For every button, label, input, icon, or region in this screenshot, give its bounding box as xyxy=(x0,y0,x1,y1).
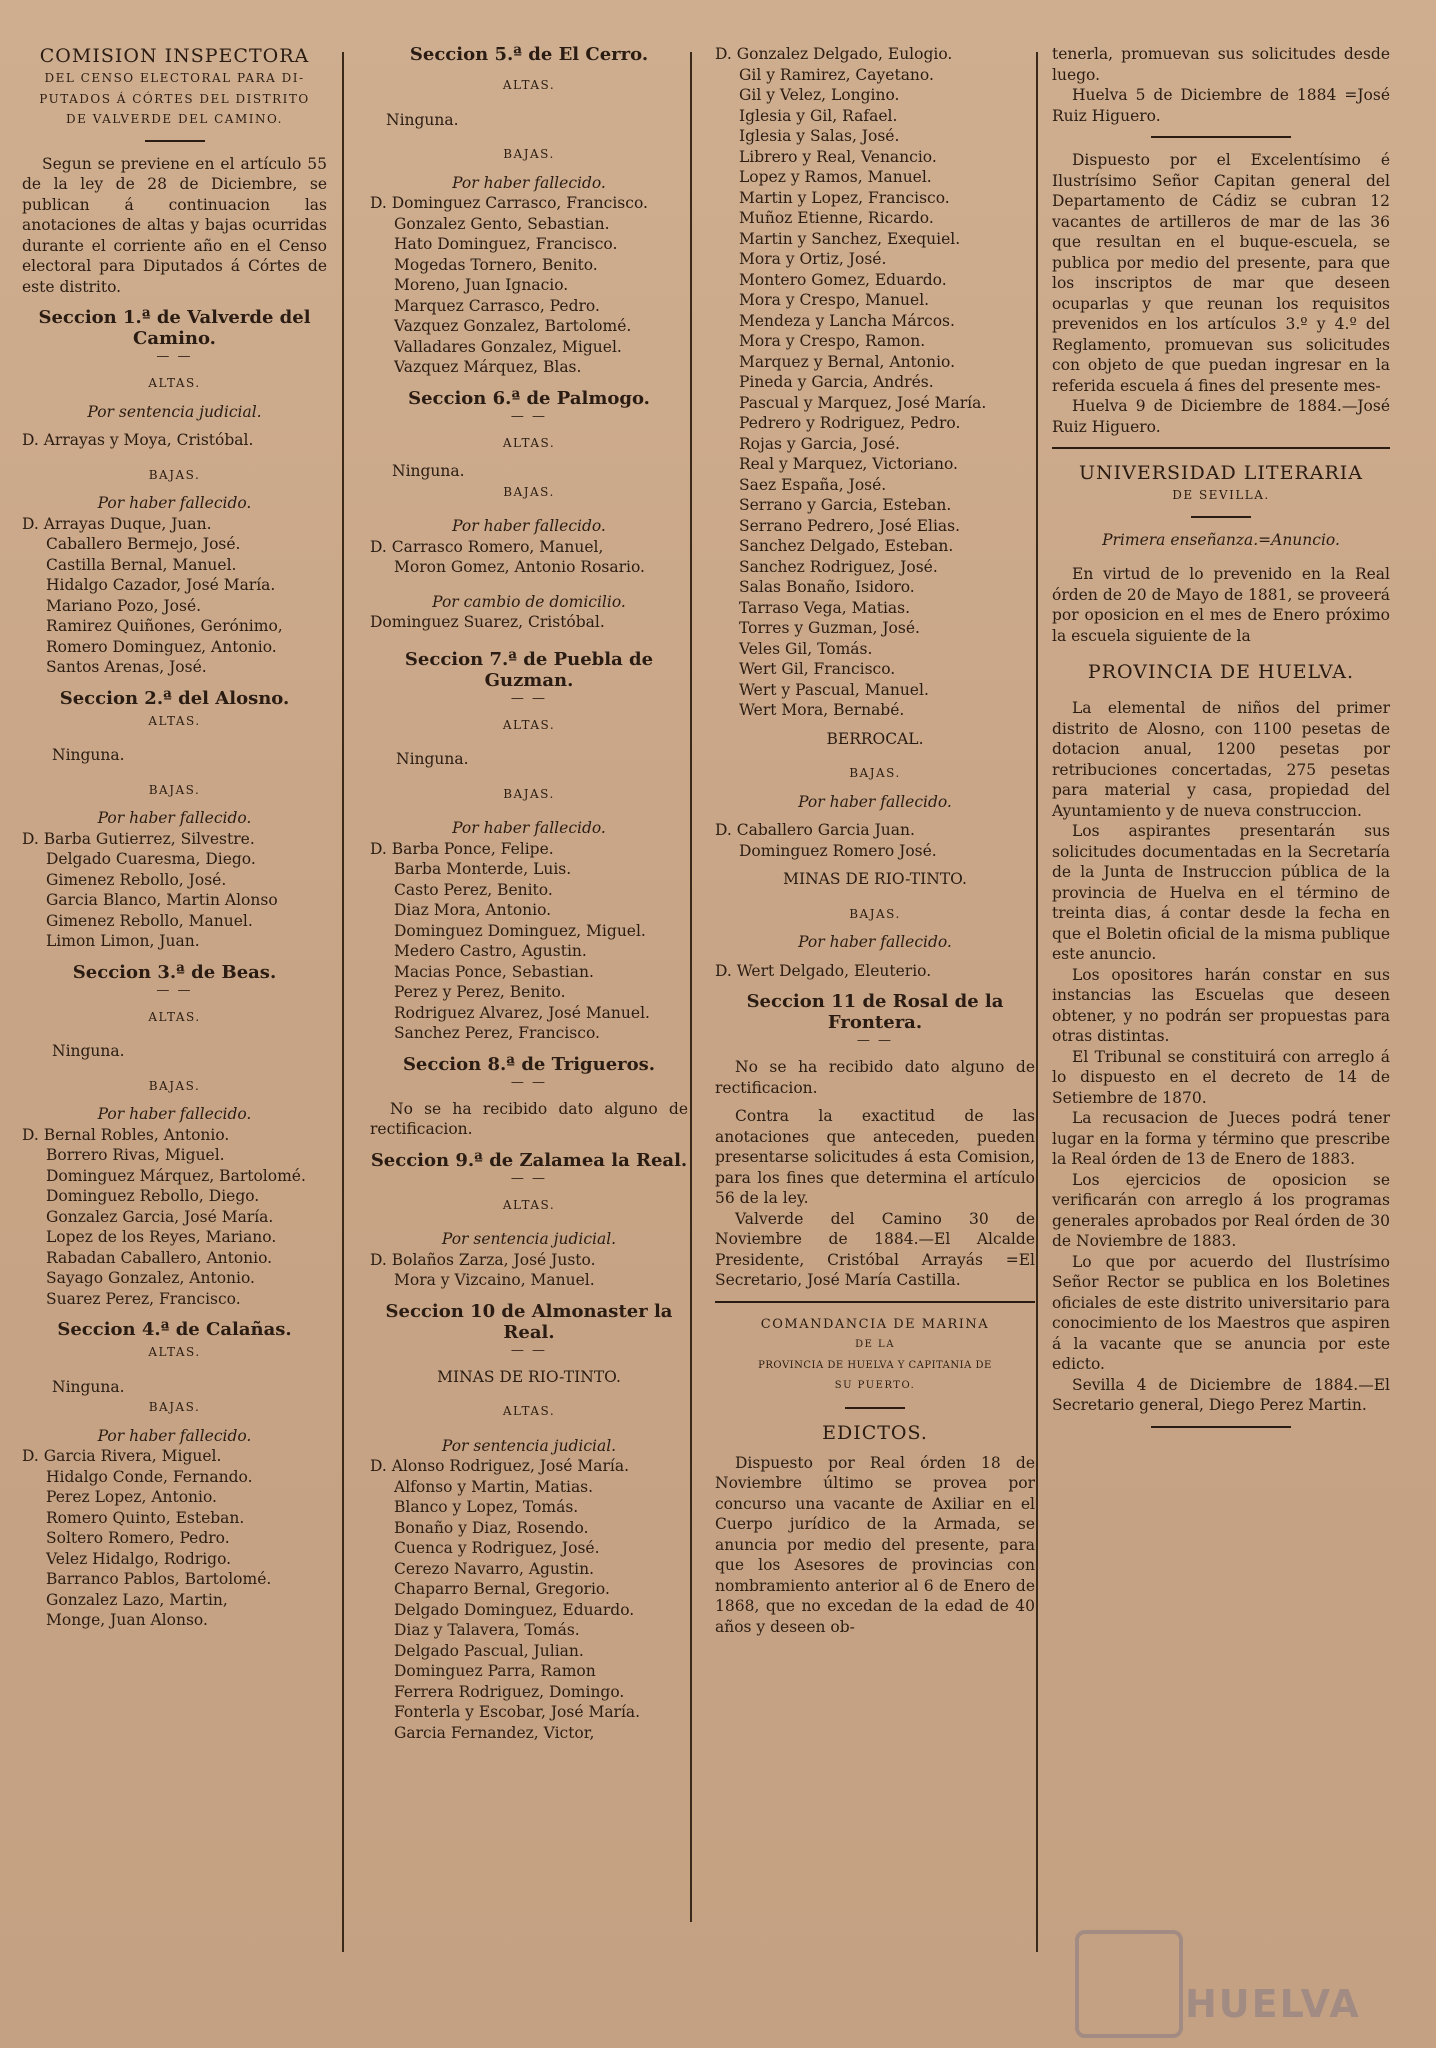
column-2 xyxy=(370,44,688,1743)
announcement-paragraph: La elemental de niños del primer distrito de Alosno, con 1100 pesetas de dotacion anual, 1200 pesetas por retribuciones concertadas, 275 pesetas para material y casa, propiedad del Ayuntamiento y de nueva construccion. xyxy=(1052,699,1390,820)
list-item: D. Bolaños Zarza, José Justo. xyxy=(370,1250,596,1269)
list-item: Macias Ponce, Sebastian. xyxy=(394,962,594,981)
list-item: Mora y Ortiz, José. xyxy=(739,250,887,268)
announcement-paragraph: Los opositores harán constar en sus instancias las Escuelas que deseen obtener, y no podrán ser propuestas para otras distintas. xyxy=(1052,965,1390,1045)
list-item: Pascual y Marquez, José María. xyxy=(739,393,987,412)
list-item: Moron Gomez, Antonio Rosario. xyxy=(394,558,645,576)
bajas-list xyxy=(22,1446,327,1631)
list-item: Montero Gomez, Eduardo. xyxy=(739,270,947,289)
reason-label: Por sentencia judicial. xyxy=(87,402,262,421)
altas-label: ALTAS. xyxy=(502,717,556,732)
marina-title: COMANDANCIA DE MARINA xyxy=(760,1316,990,1332)
list-item: Romero Dominguez, Antonio. xyxy=(46,637,277,656)
section-title: Seccion 4.ª de Calañas. xyxy=(57,1319,292,1340)
list-item: Borrero Rivas, Miguel. xyxy=(46,1146,225,1164)
archive-watermark xyxy=(1075,1930,1365,2030)
list-item: Gil y Ramirez, Cayetano. xyxy=(739,65,934,84)
announcement-paragraph: Los aspirantes presentarán sus solicitudes documentadas en la Secretaría de la Junta de Instruccion pública de la provincia de Huelva en el término de treinta dias, á contar desde la fecha en que el Boletin oficial de la misma publique este anuncio. xyxy=(1052,822,1390,963)
altas-label: ALTAS. xyxy=(148,1009,201,1024)
signature: Huelva 5 de Diciembre de 1884 =José Ruiz Higuero. xyxy=(1052,86,1390,125)
list-item: Torres y Guzman, José. xyxy=(739,619,920,637)
section-title: Seccion 7.ª de Puebla de Guzman. xyxy=(404,648,654,691)
list-item: Ferrera Rodriguez, Domingo. xyxy=(394,1682,625,1701)
list-item: Wert Mora, Bernabé. xyxy=(739,701,905,719)
announcement-paragraph: Los ejercicios de oposicion se verificarán con arreglo á los programas generales aprobados por Real órden de 30 de Noviembre de 1883. xyxy=(1052,1170,1390,1250)
list-item: Ramirez Quiñones, Gerónimo, xyxy=(46,617,283,635)
bajas-label: BAJAS. xyxy=(503,147,555,161)
list-item: Sanchez Perez, Francisco. xyxy=(394,1024,600,1042)
list-item: Marquez Carrasco, Pedro. xyxy=(394,296,600,315)
column-1 xyxy=(22,44,327,1631)
reason-label: Por haber fallecido. xyxy=(452,819,606,837)
list-item: Librero y Real, Venancio. xyxy=(739,147,937,166)
list-item: Rodriguez Alvarez, José Manuel. xyxy=(394,1003,650,1022)
bajas-list xyxy=(370,193,688,378)
list-item: D. Caballero Garcia Juan. xyxy=(715,821,915,839)
list-item: Gonzalez Lazo, Martin, xyxy=(46,1590,228,1609)
list-item: Chaparro Bernal, Gregorio. xyxy=(394,1580,610,1598)
announcement-paragraph: El Tribunal se constituirá con arreglo á lo dispuesto en el decreto de 14 de Setiembre de 1870. xyxy=(1052,1047,1390,1107)
reason-label: Por haber fallecido. xyxy=(452,173,606,192)
commission-subtitle: DEL CENSO ELECTORAL PARA DI- xyxy=(44,71,305,85)
divider: — — xyxy=(156,982,193,998)
province-title: PROVINCIA DE HUELVA. xyxy=(1087,661,1355,683)
watermark-text: HUELVA xyxy=(1185,1982,1361,2026)
list-item: Lopez de los Reyes, Mariano. xyxy=(46,1228,277,1246)
list-item: Fonterla y Escobar, José María. xyxy=(394,1703,641,1721)
bajas-list xyxy=(22,829,327,952)
announcement-label: Primera enseñanza.=Anuncio. xyxy=(1102,530,1340,549)
reason-label: Por haber fallecido. xyxy=(97,809,252,827)
list-item: D. Garcia Rivera, Miguel. xyxy=(22,1447,222,1465)
divider: — — xyxy=(510,408,548,424)
subsection-title: BERROCAL. xyxy=(826,729,924,748)
edicto-paragraph: Dispuesto por el Excelentísimo é Ilustrísimo Señor Capitan general del Departamento de Cádiz se cubran 12 vacantes de artilleros de mar de las 36 que resultan en el buque-escuela, se publica por medio del presente, para que los inscriptos de mar que deseen ocuparlas y que reunan los requisitos prevenidos en los artículos 3.º y 4.º del Reglamento, promuevan sus solicitudes con objeto de que puedan ingresar en la referida escuela á fines del presente mes- xyxy=(1052,151,1390,395)
commission-subtitle: PUTADOS Á CÓRTES DEL DISTRITO xyxy=(39,91,310,106)
section-title: Seccion 2.ª del Alosno. xyxy=(59,687,290,709)
list-item: Valladares Gonzalez, Miguel. xyxy=(394,337,622,356)
bajas-list xyxy=(715,961,1035,982)
bajas-label: BAJAS. xyxy=(148,467,201,482)
list-item: Serrano Pedrero, José Elias. xyxy=(739,516,961,535)
university-subtitle: DE SEVILLA. xyxy=(1172,488,1270,502)
announcement-paragraph: La recusacion de Jueces podrá tener lugar en la forma y término que prescribe la Real órden de 13 de Enero de 1883. xyxy=(1052,1109,1390,1168)
list-item: Saez España, José. xyxy=(739,475,887,494)
intro-paragraph: Segun se previene en el artículo 55 de la ley de 28 de Diciembre, se publican á continuacion las anotaciones de altas y bajas ocurridas durante el corriente año en el Censo electoral para Diputados á Córtes de este distrito. xyxy=(22,154,327,296)
list-item: Delgado Pascual, Julian. xyxy=(394,1641,584,1660)
list-item: D. Alonso Rodriguez, José María. xyxy=(370,1457,630,1475)
column-3 xyxy=(715,44,1035,1637)
list-item: Garcia Fernandez, Victor, xyxy=(394,1723,595,1742)
altas-none: Ninguna. xyxy=(386,110,459,129)
watermark-emblem-icon xyxy=(1075,1930,1183,2038)
divider: — — xyxy=(510,1342,548,1358)
list-item: Suarez Perez, Francisco. xyxy=(46,1289,241,1308)
list-item: Sanchez Rodriguez, José. xyxy=(739,557,938,576)
list-item: Barba Monterde, Luis. xyxy=(394,860,572,878)
list-item: D. Barba Ponce, Felipe. xyxy=(370,839,554,858)
list-item: Bonaño y Diaz, Rosendo. xyxy=(394,1518,589,1537)
list-item: Marquez y Bernal, Antonio. xyxy=(739,352,956,371)
section-title: Seccion 10 de Almonaster la Real. xyxy=(385,1300,673,1343)
list-item: Rojas y Garcia, José. xyxy=(739,434,900,453)
list-item: Dominguez Suarez, Cristóbal. xyxy=(370,613,605,631)
list-item: Casto Perez, Benito. xyxy=(394,880,553,899)
list-item: Santos Arenas, José. xyxy=(46,658,207,676)
list-item: Velez Hidalgo, Rodrigo. xyxy=(46,1549,232,1568)
commission-title: COMISION INSPECTORA xyxy=(39,45,310,67)
altas-label: ALTAS. xyxy=(502,1404,556,1418)
list-item: Martin y Lopez, Francisco. xyxy=(739,188,950,207)
list-item: D. Arrayas Duque, Juan. xyxy=(22,514,212,533)
column-rule xyxy=(342,52,344,1952)
list-item: Dominguez Romero José. xyxy=(739,841,937,860)
reason-label: Por haber fallecido. xyxy=(97,1105,252,1123)
divider: — — xyxy=(510,690,548,706)
reason-label: Por haber fallecido. xyxy=(452,517,606,535)
list-item: Medero Castro, Agustin. xyxy=(394,942,587,960)
section-title: Seccion 6.ª de Palmogo. xyxy=(408,387,650,409)
subsection-title: MINAS DE RIO-TINTO. xyxy=(783,870,967,888)
list-item: D. Barba Gutierrez, Silvestre. xyxy=(22,829,255,848)
list-item: D. Wert Delgado, Eleuterio. xyxy=(715,961,932,980)
altas-list xyxy=(370,1456,688,1743)
list-item: Gonzalez Gento, Sebastian. xyxy=(394,214,610,233)
bajas-label: BAJAS. xyxy=(503,484,555,499)
list-item: Gimenez Rebollo, Manuel. xyxy=(46,911,253,930)
marina-subtitle: DE LA xyxy=(855,1339,895,1350)
list-item: Mora y Crespo, Manuel. xyxy=(739,291,930,309)
list-item: Dominguez Rebollo, Diego. xyxy=(46,1187,260,1205)
list-item: Blanco y Lopez, Tomás. xyxy=(394,1498,579,1516)
list-item: Alfonso y Martin, Matias. xyxy=(394,1477,594,1496)
altas-label: ALTAS. xyxy=(502,435,556,450)
list-item: D. Bernal Robles, Antonio. xyxy=(22,1125,230,1144)
list-item: Romero Quinto, Esteban. xyxy=(46,1508,245,1527)
divider: — — xyxy=(510,1170,548,1186)
divider xyxy=(715,1301,1035,1303)
list-item: Diaz Mora, Antonio. xyxy=(394,901,552,919)
commission-subtitle: DE VALVERDE DEL CAMINO. xyxy=(66,112,283,126)
altas-none: Ninguna. xyxy=(392,462,465,480)
list-item: Hato Dominguez, Francisco. xyxy=(394,235,618,253)
subsection-title: MINAS DE RIO-TINTO. xyxy=(437,1367,621,1386)
reason-label: Por cambio de domicilio. xyxy=(432,592,626,611)
bajas-list xyxy=(715,820,1035,861)
reason-label: Por haber fallecido. xyxy=(798,933,952,951)
column-rule xyxy=(1036,52,1038,1952)
divider: — — xyxy=(856,1033,894,1048)
list-item: Rabadan Caballero, Antonio. xyxy=(46,1248,273,1267)
altas-none: Ninguna. xyxy=(396,750,469,768)
altas-none: Ninguna. xyxy=(52,1377,125,1396)
list-item: Martin y Sanchez, Exequiel. xyxy=(739,229,961,248)
list-item: Hidalgo Conde, Fernando. xyxy=(46,1467,253,1486)
altas-label: ALTAS. xyxy=(502,78,556,92)
divider: — — xyxy=(156,349,193,364)
section-title: Seccion 1.ª de Valverde del Camino. xyxy=(38,307,311,349)
altas-list xyxy=(370,1250,688,1291)
university-title: UNIVERSIDAD LITERARIA xyxy=(1078,462,1363,484)
column-4 xyxy=(1052,44,1390,1440)
list-item: Sanchez Delgado, Esteban. xyxy=(739,537,954,555)
closing-paragraph: Contra la exactitud de las anotaciones que anteceden, pueden presentarse solicitudes á esta Comision, para los fines que determina el artículo 56 de la ley. xyxy=(715,1107,1035,1207)
list-item: Muñoz Etienne, Ricardo. xyxy=(739,209,934,227)
reason-label: Por haber fallecido. xyxy=(97,494,252,512)
marina-subtitle: SU PUERTO. xyxy=(834,1380,916,1391)
list-item: Mariano Pozo, José. xyxy=(46,596,202,615)
list-item: Dominguez Dominguez, Miguel. xyxy=(394,921,646,940)
list-item: Moreno, Juan Ignacio. xyxy=(394,276,569,294)
list-item: Perez y Perez, Benito. xyxy=(394,983,566,1001)
list-item: Tarraso Vega, Matias. xyxy=(739,598,911,617)
list-item: Hidalgo Cazador, José María. xyxy=(46,576,276,594)
bajas-list xyxy=(370,839,688,1044)
divider xyxy=(1151,136,1291,138)
altas-none: Ninguna. xyxy=(52,1042,125,1060)
edicto-paragraph: Dispuesto por Real órden 18 de Noviembre último se provea por concurso una vacante de Axiliar en el Cuerpo jurídico de la Armada, se anuncia por medio del presente, para que los Asesores de provincias con nombramiento anterior al 6 de Enero de 1868, que no excedan de la edad de 40 años y deseen ob- xyxy=(715,1453,1035,1636)
list-item: Dominguez Márquez, Bartolomé. xyxy=(46,1166,306,1185)
divider xyxy=(1151,1426,1291,1428)
altas-label: ALTAS. xyxy=(502,1197,556,1212)
list-item: Limon Limon, Juan. xyxy=(46,932,200,950)
column-rule xyxy=(690,52,692,1922)
reason-label: Por haber fallecido. xyxy=(97,1426,252,1445)
signature: Sevilla 4 de Diciembre de 1884.—El Secretario general, Diego Perez Martin. xyxy=(1052,1375,1390,1414)
list-item: D. Arrayas y Moya, Cristóbal. xyxy=(22,431,254,449)
edictos-title: EDICTOS. xyxy=(822,1421,928,1444)
altas-label: ALTAS. xyxy=(148,713,201,728)
divider xyxy=(1191,516,1251,518)
list-item: Garcia Blanco, Martin Alonso xyxy=(46,891,278,909)
altas-label: ALTAS. xyxy=(148,376,201,390)
altas-none: Ninguna. xyxy=(52,746,125,764)
bajas-list xyxy=(22,514,327,678)
list-item: Salas Bonaño, Isidoro. xyxy=(739,578,915,596)
announcement-paragraph: Lo que por acuerdo del Ilustrísimo Señor Rector se publica en los Boletines oficiales de este distrito universitario para conocimiento de los Maestros que aspiren á la vacante que se anuncia por este edicto. xyxy=(1052,1252,1390,1373)
divider: — — xyxy=(510,1074,548,1090)
list-item: Caballero Bermejo, José. xyxy=(46,535,241,553)
bajas-label: BAJAS. xyxy=(503,786,555,801)
list-item: Vazquez Gonzalez, Bartolomé. xyxy=(394,317,632,335)
list-item: Soltero Romero, Pedro. xyxy=(46,1529,230,1547)
bajas-label: BAJAS. xyxy=(849,906,901,921)
list-item: Mendeza y Lancha Márcos. xyxy=(739,311,955,330)
list-item: Barranco Pablos, Bartolomé. xyxy=(46,1570,272,1588)
list-item: Gimenez Rebollo, José. xyxy=(46,870,227,889)
list-item: Pedrero y Rodriguez, Pedro. xyxy=(739,414,961,432)
list-item: Serrano y Garcia, Esteban. xyxy=(739,496,952,514)
altas-list-continued xyxy=(715,44,1035,721)
list-item: Veles Gil, Tomás. xyxy=(739,639,873,658)
reason-label: Por haber fallecido. xyxy=(798,792,952,811)
list-item: Real y Marquez, Victoriano. xyxy=(739,455,958,473)
reason-label: Por sentencia judicial. xyxy=(441,1436,617,1455)
list-item: Mora y Vizcaino, Manuel. xyxy=(394,1271,595,1289)
list-item: Cuenca y Rodriguez, José. xyxy=(394,1539,600,1557)
list-item: Mora y Crespo, Ramon. xyxy=(739,332,926,350)
list-item: D. Gonzalez Delgado, Eulogio. xyxy=(715,45,953,63)
section-note: No se ha recibido dato alguno de rectificacion. xyxy=(370,1099,688,1138)
section-title: Seccion 8.ª de Trigueros. xyxy=(402,1053,656,1075)
list-item: Monge, Juan Alonso. xyxy=(46,1611,208,1629)
section-title: Seccion 9.ª de Zalamea la Real. xyxy=(370,1149,688,1171)
list-item: Iglesia y Salas, José. xyxy=(739,127,900,145)
list-item: Wert y Pascual, Manuel. xyxy=(739,680,929,699)
list-item: Castilla Bernal, Manuel. xyxy=(46,555,237,574)
list-item: Diaz y Talavera, Tomás. xyxy=(394,1621,580,1639)
list-item: D. Dominguez Carrasco, Francisco. xyxy=(370,194,648,212)
list-item: Delgado Dominguez, Eduardo. xyxy=(394,1600,635,1619)
divider xyxy=(1052,447,1390,449)
section-title: Seccion 3.ª de Beas. xyxy=(72,961,277,983)
list-item: Wert Gil, Francisco. xyxy=(739,660,896,678)
section-note: No se ha recibido dato alguno de rectificacion. xyxy=(715,1058,1035,1097)
list-item: Dominguez Parra, Ramon xyxy=(394,1662,596,1680)
bajas-label: BAJAS. xyxy=(849,766,901,780)
bajas-list xyxy=(370,537,688,578)
list-item: Vazquez Márquez, Blas. xyxy=(394,358,582,376)
section-title: Seccion 11 de Rosal de la Frontera. xyxy=(746,991,1004,1033)
list-item: Sayago Gonzalez, Antonio. xyxy=(46,1269,255,1287)
divider xyxy=(145,140,205,142)
bajas-list xyxy=(22,1125,327,1310)
announcement-paragraph: En virtud de lo prevenido en la Real órden de 20 de Mayo de 1881, se proveerá por oposicion en el mes de Enero próximo la escuela siguiente de la xyxy=(1052,565,1390,645)
signature: Huelva 9 de Diciembre de 1884.—José Ruiz Higuero. xyxy=(1052,397,1390,436)
altas-list xyxy=(22,430,327,451)
bajas-label: BAJAS. xyxy=(148,1078,201,1093)
list-item: Delgado Cuaresma, Diego. xyxy=(46,850,256,868)
reason-label: Por sentencia judicial. xyxy=(441,1230,617,1248)
signature: Valverde del Camino 30 de Noviembre de 1884.—El Alcalde Presidente, Cristóbal Arrayás =El Secretario, José María Castilla. xyxy=(715,1209,1035,1289)
bajas-label: BAJAS. xyxy=(148,1400,201,1414)
bajas-label: BAJAS. xyxy=(148,782,201,797)
marina-subtitle: PROVINCIA DE HUELVA Y CAPITANIA DE xyxy=(758,1359,992,1371)
divider xyxy=(845,1407,905,1409)
list-item: Perez Lopez, Antonio. xyxy=(46,1488,217,1506)
list-item: Gonzalez Garcia, José María. xyxy=(46,1207,274,1226)
list-item: D. Carrasco Romero, Manuel, xyxy=(370,537,604,556)
edicto-paragraph: tenerla, promuevan sus solicitudes desde luego. xyxy=(1052,45,1390,84)
list-item: Mogedas Tornero, Benito. xyxy=(394,255,598,274)
bajas-list xyxy=(370,612,688,633)
list-item: Cerezo Navarro, Agustin. xyxy=(394,1559,594,1578)
section-title: Seccion 5.ª de El Cerro. xyxy=(409,44,649,65)
altas-label: ALTAS. xyxy=(148,1345,201,1359)
list-item: Gil y Velez, Longino. xyxy=(739,86,900,104)
list-item: Lopez y Ramos, Manuel. xyxy=(739,168,932,186)
list-item: Iglesia y Gil, Rafael. xyxy=(739,106,898,125)
list-item: Pineda y Garcia, Andrés. xyxy=(739,373,934,391)
